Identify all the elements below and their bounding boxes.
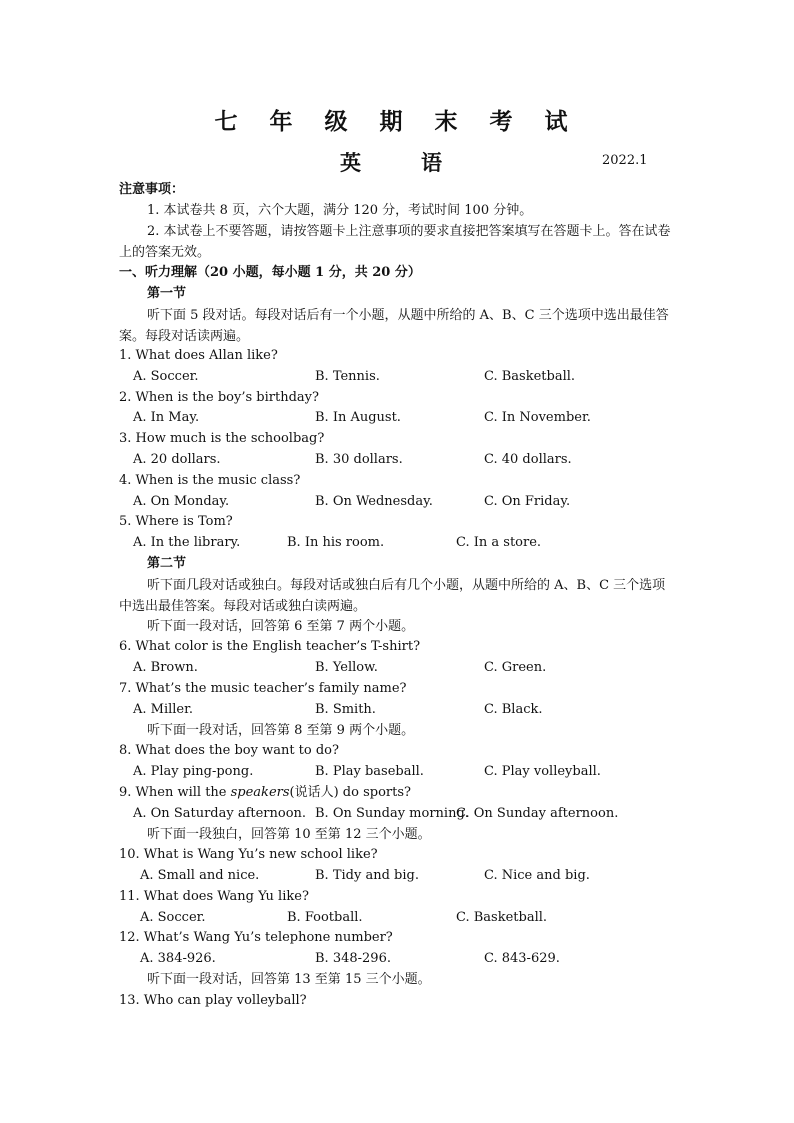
question-12: 12. What’s Wang Yu’s telephone number? bbox=[119, 930, 393, 945]
listening-cue-4: 听下面一段对话，回答第 13 至第 15 三个小题。 bbox=[147, 972, 431, 987]
notes-item-2: 2. 本试卷上不要答题，请按答题卡上注意事项的要求直接把答案填写在答题卡上。答在试卷上的答案无效。 bbox=[119, 224, 671, 260]
q3-option-a: A. 20 dollars. bbox=[133, 452, 221, 467]
q10-option-a: A. Small and nice. bbox=[140, 868, 260, 883]
question-9-text-start: 9. When will the bbox=[119, 785, 231, 800]
q3-option-c: C. 40 dollars. bbox=[484, 452, 572, 467]
question-3: 3. How much is the schoolbag? bbox=[119, 431, 325, 446]
q11-option-c: C. Basketball. bbox=[456, 910, 548, 925]
q12-option-a: A. 384-926. bbox=[140, 951, 216, 966]
q5-option-a: A. In the library. bbox=[133, 535, 241, 550]
question-1: 1. What does Allan like? bbox=[119, 348, 278, 363]
question-13: 13. Who can play volleyball? bbox=[119, 993, 307, 1008]
q9-option-a: A. On Saturday afternoon. bbox=[133, 806, 307, 821]
part1-title: 第一节 bbox=[147, 286, 187, 301]
listening-cue-3: 听下面一段独白，回答第 10 至第 12 三个小题。 bbox=[147, 827, 431, 842]
q2-option-c: C. In November. bbox=[484, 410, 591, 425]
q9-option-b: B. On Sunday morning. bbox=[315, 806, 469, 821]
q3-option-b: B. 30 dollars. bbox=[315, 452, 403, 467]
question-6: 6. What color is the English teacher’s T-shirt? bbox=[119, 639, 421, 654]
q1-option-b: B. Tennis. bbox=[315, 369, 380, 384]
part1-instruction: 听下面 5 段对话。每段对话后有一个小题，从题中所给的 A、B、C 三个选项中选出最佳答案。每段对话读两遍。 bbox=[119, 308, 669, 344]
question-9-text-end: (说话人) do sports? bbox=[289, 785, 411, 800]
listening-cue-1: 听下面一段对话，回答第 6 至第 7 两个小题。 bbox=[147, 619, 415, 634]
q2-option-b: B. In August. bbox=[315, 410, 401, 425]
q10-option-b: B. Tidy and big. bbox=[315, 868, 419, 883]
q4-option-c: C. On Friday. bbox=[484, 494, 571, 509]
q8-option-a: A. Play ping-pong. bbox=[133, 764, 254, 779]
q6-option-a: A. Brown. bbox=[133, 660, 198, 675]
q10-option-c: C. Nice and big. bbox=[484, 868, 590, 883]
exam-date: 2022.1 bbox=[602, 153, 648, 168]
q12-option-b: B. 348-296. bbox=[315, 951, 391, 966]
q12-option-c: C. 843-629. bbox=[484, 951, 560, 966]
q1-option-a: A. Soccer. bbox=[133, 369, 199, 384]
q7-option-b: B. Smith. bbox=[315, 702, 376, 717]
q9-option-c: C. On Sunday afternoon. bbox=[456, 806, 619, 821]
q11-option-a: A. Soccer. bbox=[140, 910, 206, 925]
q4-option-a: A. On Monday. bbox=[133, 494, 230, 509]
question-8: 8. What does the boy want to do? bbox=[119, 743, 339, 758]
question-2: 2. When is the boy’s birthday? bbox=[119, 390, 319, 405]
listening-cue-2: 听下面一段对话，回答第 8 至第 9 两个小题。 bbox=[147, 723, 415, 738]
part2-instruction: 听下面几段对话或独白。每段对话或独白后有几个小题，从题中所给的 A、B、C 三个选项中选出最佳答案。每段对话或独白读两遍。 bbox=[119, 578, 666, 614]
q11-option-b: B. Football. bbox=[287, 910, 363, 925]
question-11: 11. What does Wang Yu like? bbox=[119, 889, 309, 904]
notes-heading: 注意事项： bbox=[119, 182, 185, 197]
notes-item-1: 1. 本试卷共 8 页，六个大题，满分 120 分，考试时间 100 分钟。 bbox=[147, 203, 533, 218]
q1-option-c: C. Basketball. bbox=[484, 369, 576, 384]
q6-option-c: C. Green. bbox=[484, 660, 547, 675]
q2-option-a: A. In May. bbox=[133, 410, 200, 425]
q8-option-b: B. Play baseball. bbox=[315, 764, 424, 779]
q7-option-a: A. Miller. bbox=[133, 702, 194, 717]
question-10: 10. What is Wang Yu’s new school like? bbox=[119, 847, 378, 862]
question-5: 5. Where is Tom? bbox=[119, 514, 233, 529]
q5-option-b: B. In his room. bbox=[287, 535, 385, 550]
section-heading: 一、听力理解（20 小题，每小题 1 分，共 20 分） bbox=[119, 265, 421, 280]
q5-option-c: C. In a store. bbox=[456, 535, 542, 550]
q7-option-c: C. Black. bbox=[484, 702, 543, 717]
question-4: 4. When is the music class? bbox=[119, 473, 301, 488]
question-9-italic-word: speakers bbox=[230, 785, 290, 800]
part2-title: 第二节 bbox=[147, 556, 187, 571]
q4-option-b: B. On Wednesday. bbox=[315, 494, 433, 509]
question-7: 7. What’s the music teacher’s family name? bbox=[119, 681, 407, 696]
q6-option-b: B. Yellow. bbox=[315, 660, 378, 675]
page-title: 七 年 级 期 末 考 试 bbox=[214, 108, 580, 135]
subject-title: 英语 bbox=[340, 150, 502, 175]
q8-option-c: C. Play volleyball. bbox=[484, 764, 601, 779]
question-9 bbox=[119, 783, 411, 803]
